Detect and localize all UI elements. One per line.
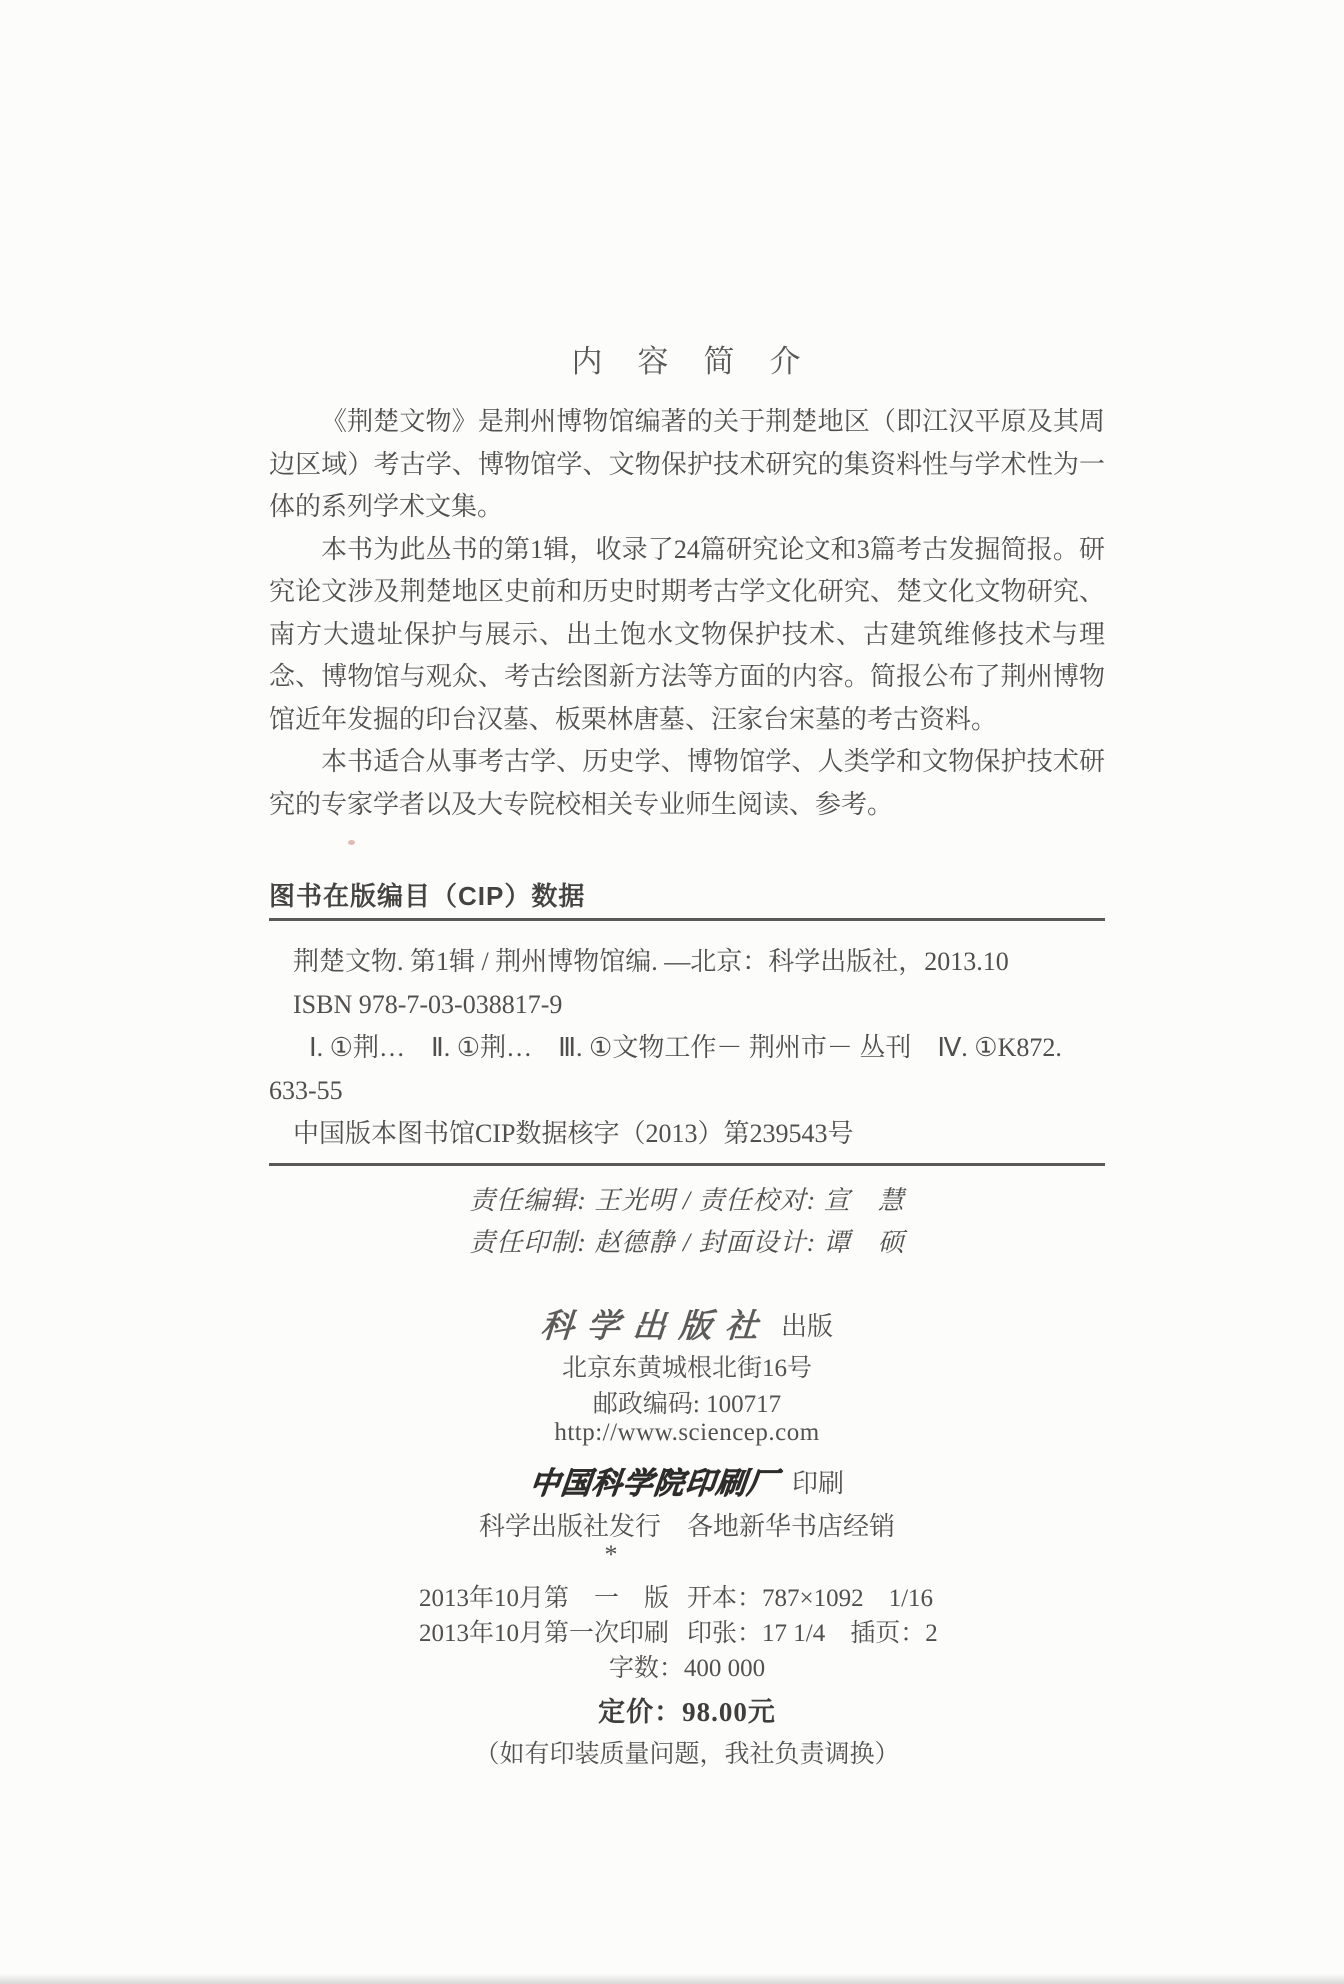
scan-speck <box>348 840 355 845</box>
credits-block <box>269 1180 1105 1264</box>
asterisk-divider: * <box>604 1540 618 1569</box>
distribution-line: 科学出版社发行 各地新华书店经销 <box>478 1512 895 1541</box>
price-line: 定价：98.00元 <box>598 1697 776 1727</box>
intro-paragraph: 《荆楚文物》是荆州博物馆编著的关于荆楚地区（即江汉平原及其周边区域）考古学、博物馆学、文物保护技术研究的集资料性与学术性为一体的系列学术文集。 <box>269 407 1105 521</box>
page-edge-shadow <box>0 1974 1344 1984</box>
divider-rule <box>269 1163 1105 1166</box>
page-title: 内 容 简 介 <box>571 344 803 379</box>
printer-logotype: 中国科学院印刷厂 <box>527 1467 780 1500</box>
cip-line-title: 荆楚文物. 第1辑 / 荆州博物馆编. —北京：科学出版社，2013.10 <box>293 947 1009 976</box>
cip-data-block <box>269 940 1105 1155</box>
edition-date: 2013年10月第 一 版 <box>419 1585 670 1612</box>
sheets-spec: 印张：17 1/4 插页：2 <box>687 1620 938 1647</box>
cip-line-isbn: ISBN 978-7-03-038817-9 <box>293 990 563 1019</box>
cip-rule <box>269 918 1105 921</box>
credits-editors: 责任编辑: 王光明 / 责任校对: 宣 慧 <box>469 1186 905 1215</box>
credits-printing: 责任印制: 赵德静 / 封面设计: 谭 硕 <box>469 1228 905 1257</box>
edition-line <box>269 1578 1105 1614</box>
publisher-logotype: 科学出版社 <box>539 1309 772 1345</box>
word-count-line: 字数：400 000 <box>608 1655 766 1682</box>
publisher-role-label: 出版 <box>780 1312 833 1341</box>
cip-line-registration: 中国版本图书馆CIP数据核字（2013）第239543号 <box>293 1119 854 1148</box>
printing-line <box>269 1613 1105 1649</box>
printer-line <box>269 1458 1105 1502</box>
intro-section <box>269 401 1105 826</box>
publisher-postcode: 邮政编码: 100717 <box>592 1391 782 1418</box>
printer-role-label: 印刷 <box>791 1469 844 1498</box>
cip-heading: 图书在版编目（CIP）数据 <box>269 881 586 911</box>
print-run-date: 2013年10月第一次印刷 <box>419 1620 670 1647</box>
intro-paragraph: 本书适合从事考古学、历史学、博物馆学、人类学和文物保护技术研究的专家学者以及大专院校相关专业师生阅读、参考。 <box>269 747 1105 819</box>
format-spec: 开本：787×1092 1/16 <box>687 1585 934 1612</box>
intro-paragraph: 本书为此丛书的第1辑，收录了24篇研究论文和3篇考古发掘简报。研究论文涉及荆楚地区史前和历史时期考古学文化研究、楚文化文物研究、南方大遗址保护与展示、出土饱水文物保护技术、古建筑维修技术与理念、博物馆与观众、考古绘图新方法等方面的内容。简报公布了荆州博物馆近年发掘的印台汉墓、板栗林唐墓、汪家台宋墓的考古资料。 <box>269 534 1105 734</box>
publisher-address: 北京东黄城根北街16号 <box>561 1355 812 1382</box>
publisher-url: http://www.sciencep.com <box>554 1419 820 1446</box>
cip-line-classification-cont: 633-55 <box>269 1076 343 1105</box>
cip-line-classification: Ⅰ. ①荆… Ⅱ. ①荆… Ⅲ. ①文物工作－ 荆州市－ 丛刊 Ⅳ. ①K872. <box>309 1033 1062 1062</box>
quality-note: （如有印装质量问题，我社负责调换） <box>474 1741 900 1768</box>
publisher-line <box>269 1300 1105 1347</box>
